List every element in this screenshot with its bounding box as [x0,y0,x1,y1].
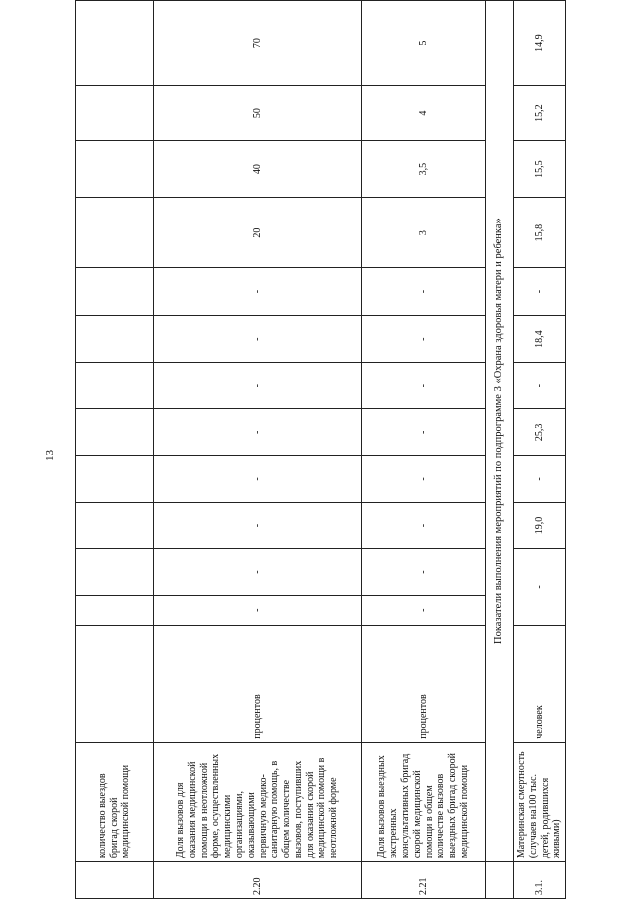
value-cell: - [154,316,362,363]
value-cell [76,409,154,456]
value-cell: 15,2 [514,86,566,141]
value-cell [76,549,154,596]
value-cell: 4 [362,86,486,141]
value-cell: - [154,456,362,503]
value-cell: - [154,267,362,315]
indicator-name: количество выездов бригад скорой медицинской помощи [76,742,154,861]
value-cell: - [362,595,486,625]
value-cell [76,502,154,549]
value-cell: - [514,456,566,503]
value-cell [76,140,154,198]
value-cell: 15,8 [514,198,566,267]
value-cell: 15,5 [514,140,566,198]
value-cell: 5 [362,1,486,86]
value-cell: - [362,316,486,363]
value-cell: 40 [154,140,362,198]
value-cell [76,456,154,503]
indicator-name: Доля вызовов выездных экстренных консультативных бригад скорой медицинской помощи в общем количестве вызовов выездных бригад скорой медицинской помощи [362,742,486,861]
page-number: 13 [44,450,56,461]
indicators-table [75,0,566,899]
value-cell: - [362,409,486,456]
value-cell: 25,3 [514,409,566,456]
value-cell: - [154,549,362,596]
row-number: 2.20 [154,862,362,899]
value-cell: - [362,363,486,410]
section-title: Показатели выполнения мероприятий по подпрограмме 3 «Охрана здоровья матери и ребенка» [486,1,514,862]
value-cell: - [514,549,566,625]
value-cell: - [154,502,362,549]
value-cell [76,267,154,315]
empty-cell [486,862,514,899]
value-cell: - [154,363,362,410]
value-cell [76,198,154,267]
value-cell: 18,4 [514,316,566,363]
indicator-name: Материнская смертность (случаев на100 тыс. детей, родившихся живыми) [514,742,566,861]
table-row [514,1,566,899]
row-number: 2.21 [362,862,486,899]
indicator-name: Доля вызовов для оказания медицинской помощи в неотложной форме, осуществленных медицинскими организациями, оказывающими первичную медико-санитарную помощь, в общем количестве вызовов, поступивших для оказания скорой медицинской помощи в неотложной форме [154,742,362,861]
table-row [154,1,362,899]
unit-cell: процентов [362,625,486,742]
unit-cell: человек [514,625,566,742]
value-cell: - [154,409,362,456]
value-cell: 20 [154,198,362,267]
value-cell: 14,9 [514,1,566,86]
value-cell: 3 [362,198,486,267]
value-cell: - [362,502,486,549]
value-cell: - [154,595,362,625]
unit-cell: процентов [154,625,362,742]
table-row [362,1,486,899]
value-cell [76,363,154,410]
value-cell: - [514,267,566,315]
value-cell: - [514,363,566,410]
row-number [76,862,154,899]
value-cell [76,1,154,86]
value-cell: 50 [154,86,362,141]
table-row [76,1,154,899]
section-header-row [486,1,514,899]
value-cell [76,316,154,363]
value-cell: - [362,456,486,503]
value-cell: 3,5 [362,140,486,198]
value-cell: 70 [154,1,362,86]
value-cell: - [362,549,486,596]
value-cell [76,86,154,141]
value-cell [76,595,154,625]
value-cell: 19,0 [514,502,566,549]
value-cell: - [362,267,486,315]
row-number: 3.1. [514,862,566,899]
unit-cell [76,625,154,742]
